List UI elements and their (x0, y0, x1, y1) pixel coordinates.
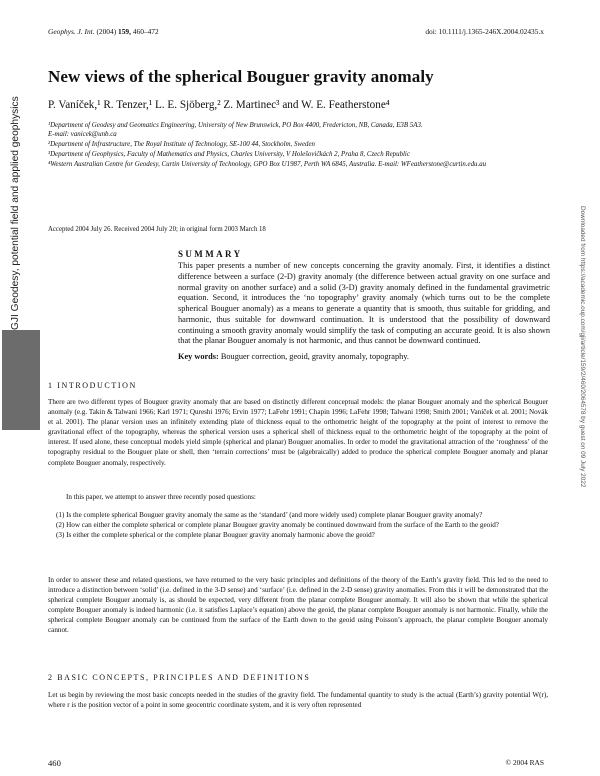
affiliation-1-email[interactable]: E-mail: vanicek@unb.ca (48, 131, 117, 138)
author-list: P. Vaníček,¹ R. Tenzer,¹ L. E. Sjöberg,² Z. Martinec³ and W. E. Featherstone⁴ (48, 99, 390, 111)
affiliation-4: ⁴Western Australian Centre for Geodesy, Curtin University of Technology, GPO Box U1987, Perth WA 6845, Australia. E-mail: WFeatherstone@curtin.edu.au (48, 161, 487, 168)
journal-volume: 159, (118, 27, 131, 36)
journal-section-vertical-label (6, 40, 28, 340)
accepted-dates: Accepted 2004 July 26. Received 2004 July 20; in original form 2003 March 18 (48, 226, 266, 233)
keywords (178, 352, 550, 361)
section-color-bar (2, 330, 40, 430)
affiliation-1: ¹Department of Geodesy and Geomatics Engineering, University of New Brunswick, PO Box 4400, Fredericton, NB, Canada, E3B 5A3. (48, 122, 423, 129)
summary-block (178, 249, 550, 361)
journal-citation (48, 27, 159, 36)
section-2-heading: 2 BASIC CONCEPTS, PRINCIPLES AND DEFINITIONS (48, 673, 311, 682)
section-1-paragraph-3: In order to answer these and related questions, we have returned to the very basic principles and definitions of the theory of the Earth’s gravity field. This led to the need to introduce a distinction between ‘solid’ (i.e. defined in the 3-D sense) and ‘surface’ (i.e. defined in the 2-D sense) gravity anomalies. From this it will be demonstrated that the spherical complete Bouguer anomaly is, as should be expected, very different from the planar complete Bouguer anomaly. It will also be shown that while the spherical complete Bouguer anomaly is indeed harmonic (i.e. it satisfies Laplace’s equation) above the geoid, the planar complete Bouguer anomaly is not harmonic. Finally, while the spherical complete Bouguer anomaly can be continued from the surface of the Earth down to the geoid using Poisson’s approach, the planar complete Bouguer anomaly cannot. (48, 576, 548, 635)
summary-text: This paper presents a number of new concepts concerning the gravity anomaly. First, it identifies a distinct difference between a surface (2-D) gravity anomaly (the difference between actual gravity on one surface and normal gravity on another surface) and a solid (3-D) gravity anomaly defined in the fundamental gravimetric equation. Second, it introduces the ‘no topography’ gravity anomaly (which turns out to be the complete spherical Bouguer anomaly) as a means to generate a quantity that is smooth, thus suitable for gridding, and harmonic, thus suitable for downward continuation. It is understood that the possibility of downward continuing a smooth gravity anomaly would simplify the task of computing an accurate geoid. It is also shown that the planar Bouguer anomaly is not harmonic, and thus cannot be downward continued. (178, 261, 550, 346)
doi[interactable]: doi: 10.1111/j.1365-246X.2004.02435.x (425, 27, 544, 36)
section-1-paragraph-2: In this paper, we attempt to answer three recently posed questions: (66, 493, 256, 501)
question-list (48, 510, 548, 540)
section-2-paragraph-1: Let us begin by reviewing the most basic concepts needed in the studies of the gravity field. The fundamental quantity to study is the actual (Earth’s) gravity potential W(r), where r is the position vector of a point in some geocentric coordinate system, and it is very often represented (48, 691, 548, 710)
section-1-heading: 1 INTRODUCTION (48, 381, 137, 390)
download-note-text: Downloaded from https://academic.oup.com/gji/article/159/2/460/2064578 by guest on 09 July 2022 (579, 206, 586, 488)
journal-name: Geophys. J. Int. (48, 27, 95, 36)
affiliation-3: ³Department of Geophysics, Faculty of Mathematics and Physics, Charles University, V Holešovičkách 2, Praha 8, Czech Republic (48, 151, 410, 158)
download-note-vertical (579, 206, 598, 636)
journal-section-text: GJI Geodesy, potential field and applied geophysics (10, 96, 21, 330)
summary-heading: SUMMARY (178, 249, 243, 259)
keywords-list: Bouguer correction, geoid, gravity anomaly, topography. (220, 352, 409, 361)
question-item: (1) Is the complete spherical Bouguer gravity anomaly the same as the ‘standard’ (and more widely used) complete planar Bouguer gravity anomaly? (56, 511, 483, 519)
section-1-paragraph-1: There are two different types of Bouguer gravity anomaly that are based on distinctly different conceptual models: the planar Bouguer anomaly and the spherical Bouguer anomaly (e.g. Takin & Talwani 1966; Karl 1971; Qureshi 1976; Ervin 1977; LaFehr 1991; Chapin 1996; LaFehr 1998; Talwani 1998; Smith 2001; Vaníček et al. 2001; Novák et al. 2001). The planar version uses an infinitely extending plate of thickness equal to the orthometric height of the topography at the point of interest to remove the gravitational effect of the topography, whereas the spherical version uses a spherical shell of thickness equal to the orthometric height of the topography at the point of interest. If used alone, these conceptual models yield simple (spherical and planar) Bouguer anomalies. In order to model the gravitational attraction of the ‘roughness’ of the topography residual to the Bouguer plate or shell, then ‘terrain corrections’ must be (algebraically) added to produce the spherical complete Bouguer anomaly and planar complete Bouguer anomaly, respectively. (48, 398, 548, 467)
paper-title: New views of the spherical Bouguer gravity anomaly (48, 67, 434, 86)
page-number: 460 (48, 758, 61, 768)
question-item: (3) Is either the complete spherical or the complete planar Bouguer gravity anomaly harmonic above the geoid? (56, 531, 375, 540)
keywords-label: Key words: (178, 352, 219, 361)
journal-pages: 460–472 (132, 27, 159, 36)
journal-year: (2004) (96, 27, 117, 36)
affiliation-2: ²Department of Infrastructure, The Royal Institute of Technology, SE-100 44, Stockholm, Sweden (48, 141, 316, 148)
question-item: (2) How can either the complete spherical or complete planar Bouguer gravity anomaly be continued downward from the surface of the Earth to the geoid? (56, 521, 499, 530)
copyright: © 2004 RAS (505, 758, 544, 767)
